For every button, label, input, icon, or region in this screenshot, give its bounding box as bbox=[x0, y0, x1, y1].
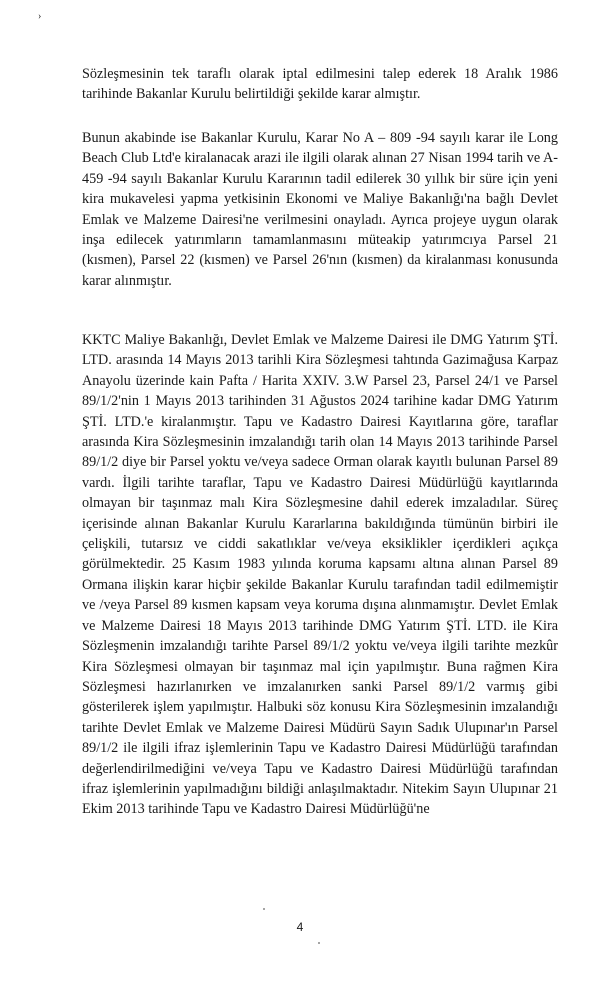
scan-speck bbox=[318, 942, 320, 944]
paragraph-1: Sözleşmesinin tek taraflı olarak iptal edilmesini talep ederek 18 Aralık 1986 tarihinde Bakanlar Kurulu belirtildiği şekilde karar almıştır. bbox=[82, 66, 558, 103]
page-number: 4 bbox=[296, 920, 304, 934]
corner-mark: › bbox=[38, 11, 42, 22]
scan-speck bbox=[263, 908, 265, 910]
paragraph-2: Bunun akabinde ise Bakanlar Kurulu, Karar No A – 809 -94 sayılı karar ile Long Beach Club Ltd'e kiralanacak arazi ile ilgili olarak alınan 27 Nisan 1994 tarih ve A-459 -94 sayılı Bakanlar Kurulu Kararının tadil edilerek 30 yıllık bir süre için yeni kira mukavelesi yapma yetkisinin Ekonomi ve Maliye Bakanlığı'na bağlı Devlet Emlak ve Malzeme Dairesi'ne verilmesini onayladı. Ayrıca projeye uygun olarak inşa edilecek yatırımların tamamlanmasını müteakip yatırımcıya Parsel 21 (kısmen), Parsel 22 (kısmen) ve Parsel 26'nın (kısmen) da kiralanması konusunda karar alınmıştır. bbox=[82, 130, 558, 289]
paragraph-3: KKTC Maliye Bakanlığı, Devlet Emlak ve Malzeme Dairesi ile DMG Yatırım ŞTİ. LTD. arasında 14 Mayıs 2013 tarihli Kira Sözleşmesi tahtında Gazimağusa Karpaz Anayolu üzerinde kain Pafta / Harita XXIV. 3.W Parsel 23, Parsel 24/1 ve Parsel 89/1/2'nin 1 Mayıs 2013 tarihinden 31 Ağustos 2024 tarihine kadar DMG Yatırım ŞTİ. LTD.'e kiralanmıştır. Tapu ve Kadastro Dairesi Kayıtlarına göre, taraflar arasında Kira Sözleşmesinin imzalandığı tarih olan 14 Mayıs 2013 tarihinde Parsel 89/1/2 diye bir Parsel yoktu ve/veya sadece Orman olarak kayıtlı bulunan Parsel 89 vardı. İlgili tarihte taraflar, Tapu ve Kadastro Dairesi Müdürlüğü kayıtlarında olmayan bir taşınmaz malı Kira Sözleşmesine dahil ederek imzaladılar. Süreç içerisinde alınan Bakanlar Kurulu Kararlarına bakıldığında tümünün birbiri ile çelişkili, tutarsız ve ciddi sakatlıklar ve/veya eksiklikler içerdikleri açıkça görülmektedir. 25 Kasım 1983 yılında koruma kapsamı altına alınan Parsel 89 Ormana ilişkin karar hiçbir şekilde Bakanlar Kurulu tarafından tadil edilmemiştir ve /veya Parsel 89 kısmen kapsam veya koruma dışına alınmamıştır. Devlet Emlak ve Malzeme Dairesi 18 Mayıs 2013 tarihinde DMG Yatırım ŞTİ. LTD. ile Kira Sözleşmenin imzalandığı tarihte Parsel 89/1/2 yoktu ve/veya ilgili tarihte mezkûr Kira Sözleşmesi olmayan bir taşınmaz mal için yapılmıştır. Buna rağmen Kira Sözleşmesi hazırlanırken ve imzalanırken sanki Parsel 89/1/2 varmış gibi gösterilerek işlem yapılmıştır. Halbuki söz konusu Kira Sözleşmesinin imzalandığı tarihte Devlet Emlak ve Malzeme Dairesi Müdürü Sayın Sadık Ulupınar'ın Parsel 89/1/2 ile ilgili ifraz işlemlerinin Tapu ve Kadastro Dairesi Müdürlüğü tarafından değerlendirilmediğini ve/veya Tapu ve Kadastro Dairesi Müdürlüğü tarafından ifraz işlemlerinin yapılmadığını bildiği anlaşılmaktadır. Nitekim Sayın Ulupınar 21 Ekim 2013 tarihinde Tapu ve Kadastro Dairesi Müdürlüğü'ne bbox=[82, 332, 558, 818]
